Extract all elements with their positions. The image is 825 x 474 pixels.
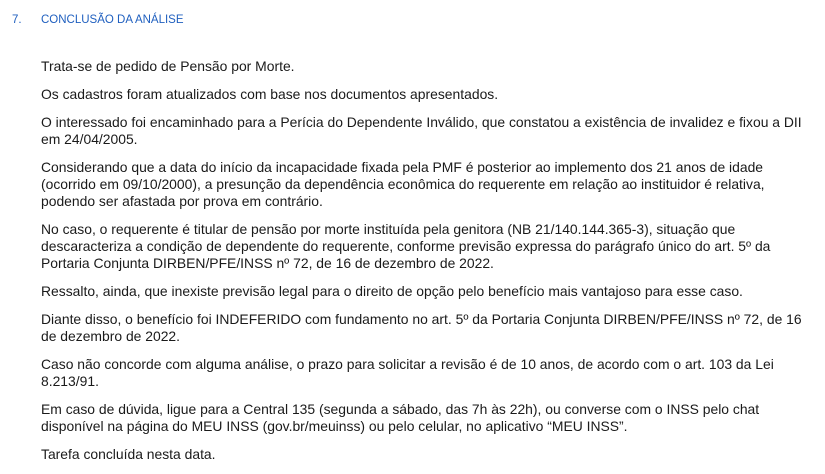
paragraph-existing-pension: No caso, o requerente é titular de pensão por morte instituída pela genitora (NB 21/140.144.365-3), situação que descaracteriza a condição de dependente do requerente, conforme previsão expressa do parágrafo único do art. 5º da Portaria Conjunta DIRBEN/PFE/INSS nº 72, de 16 de dezembro de 2022. xyxy=(41,221,771,271)
paragraph-no-option-right: Ressalto, ainda, que inexiste previsão legal para o direito de opção pelo benefício mais vantajoso para esse caso. xyxy=(41,283,743,299)
paragraph-task-completed: Tarefa concluída nesta data. xyxy=(41,446,216,462)
paragraph-request-type: Trata-se de pedido de Pensão por Morte. xyxy=(41,58,295,74)
paragraph-dependency-presumption: Considerando que a data do início da incapacidade fixada pela PMF é posterior ao implemento dos 21 anos de idade (ocorrido em 09/10/2000), a presunção da dependência econômica do requerente em relação ao instituidor é relativa, podendo ser afastada por prova em contrário. xyxy=(41,159,765,209)
analysis-conclusion-text xyxy=(41,58,811,474)
section-number: 7. xyxy=(12,14,22,26)
paragraph-revision-deadline: Caso não concorde com alguma análise, o prazo para solicitar a revisão é de 10 anos, de acordo com o art. 103 da Lei 8.213/91. xyxy=(41,356,774,389)
paragraph-contact-info: Em caso de dúvida, ligue para a Central 135 (segunda a sábado, das 7h às 22h), ou converse com o INSS pelo chat disponível na página do MEU INSS (gov.br/meuinss) ou pelo celular, no aplicativo “MEU INSS”. xyxy=(41,401,760,434)
paragraph-disability-exam: O interessado foi encaminhado para a Perícia do Dependente Inválido, que constatou a existência de invalidez e fixou a DII em 24/04/2005. xyxy=(41,114,802,147)
section-header xyxy=(12,14,184,26)
paragraph-records-updated: Os cadastros foram atualizados com base nos documentos apresentados. xyxy=(41,86,499,102)
section-title: CONCLUSÃO DA ANÁLISE xyxy=(41,14,184,26)
paragraph-decision: Diante disso, o benefício foi INDEFERIDO com fundamento no art. 5º da Portaria Conjunta DIRBEN/PFE/INSS nº 72, de 16 de dezembro de 2022. xyxy=(41,311,802,344)
